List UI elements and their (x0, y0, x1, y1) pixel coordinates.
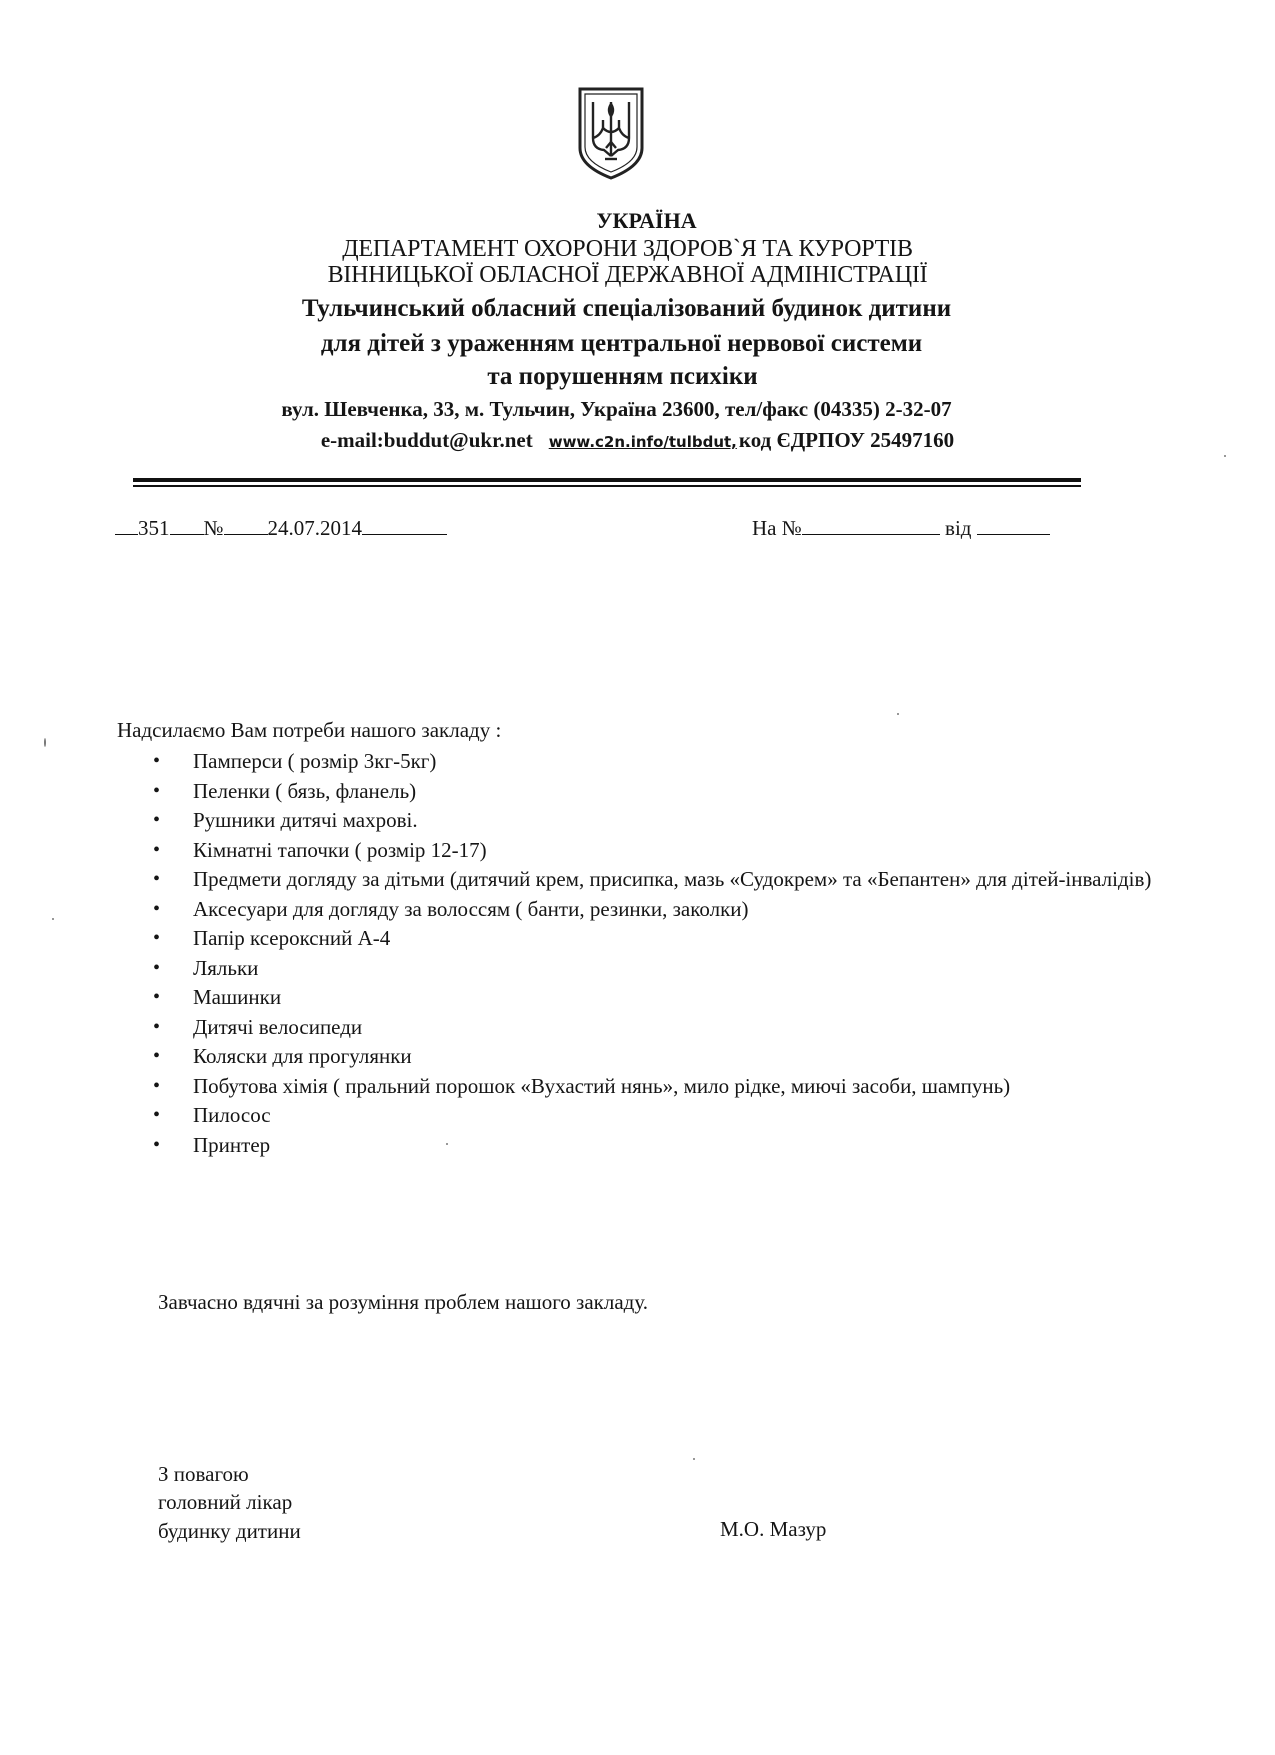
list-item: • Ляльки (140, 954, 1160, 984)
list-item: • Кімнатні тапочки ( розмір 12-17) (140, 836, 1160, 866)
reply-reference (752, 514, 1050, 541)
letterhead-institution-line3: та порушенням психіки (487, 363, 758, 390)
list-item: • Дитячі велосипеди (140, 1013, 1160, 1043)
list-item: • Побутова хімія ( пральний порошок «Вухастий нянь», мило рідке, миючі засоби, шампунь) (140, 1072, 1160, 1102)
list-item: • Принтер (140, 1131, 1160, 1161)
from-label: від (945, 516, 972, 540)
letterhead-contacts (0, 428, 1275, 453)
letterhead-divider-thick (133, 478, 1081, 482)
reply-label: На № (752, 516, 802, 540)
list-item: • Предмети догляду за дітьми (дитячий крем, присипка, мазь «Судокрем» та «Бепантен» для дітей-інвалідів) (140, 865, 1160, 895)
letterhead-divider-thin (133, 485, 1081, 487)
outgoing-reference (115, 514, 447, 541)
scan-speck (44, 738, 46, 747)
list-item: • Пилосос (140, 1101, 1160, 1131)
signature-closing: З повагою (158, 1462, 249, 1486)
letterhead-address: вул. Шевченка, 33, м. Тульчин, Україна 23600, тел/факс (04335) 2-32-07 (281, 397, 952, 421)
signatory-name: М.О. Мазур (720, 1517, 827, 1541)
email-address: e-mail:buddut@ukr.net (320, 428, 533, 452)
letterhead-institution-line1: Тульчинський обласний спеціалізований будинок дитини (301, 295, 952, 322)
letterhead-department-line2: ВІННИЦЬКОЇ ОБЛАСНОЇ ДЕРЖАВНОЇ АДМІНІСТРАЦІЇ (327, 262, 928, 288)
list-item: • Коляски для прогулянки (140, 1042, 1160, 1072)
scan-speck (897, 713, 899, 715)
letterhead-country: УКРАЇНА (596, 208, 697, 233)
letterhead-institution-line2: для дітей з ураженням центральної нервової системи (320, 330, 923, 357)
edrpou-code: код ЄДРПОУ 25497160 (738, 428, 955, 452)
list-item: • Машинки (140, 983, 1160, 1013)
scan-speck (693, 1458, 695, 1460)
list-item: • Папір ксероксний А-4 (140, 924, 1160, 954)
scan-speck (1224, 455, 1226, 457)
website-link[interactable]: www.c2n.info/tulbdut, (548, 433, 737, 451)
scan-speck (52, 918, 54, 920)
letter-intro: Надсилаємо Вам потреби нашого закладу : (117, 718, 502, 742)
list-item: • Памперси ( розмір 3кг-5кг) (140, 747, 1160, 777)
list-item: • Рушники дитячі махрові. (140, 806, 1160, 836)
scan-speck (446, 1143, 448, 1145)
outgoing-number: 351 (138, 516, 170, 540)
list-item: • Аксесуари для догляду за волоссям ( банти, резинки, заколки) (140, 895, 1160, 925)
letterhead-department-line1: ДЕПАРТАМЕНТ ОХОРОНИ ЗДОРОВ`Я ТА КУРОРТІВ (342, 236, 913, 262)
trident-emblem-icon (576, 86, 646, 181)
signature-position-line2: будинку дитини (158, 1519, 301, 1543)
signature-position-line1: головний лікар (158, 1490, 293, 1514)
letter-thanks: Завчасно вдячні за розуміння проблем нашого закладу. (158, 1290, 648, 1314)
number-sign: № (203, 516, 224, 540)
letter-date: 24.07.2014 (267, 516, 363, 540)
list-item: • Пеленки ( бязь, фланель) (140, 777, 1160, 807)
needs-list (140, 747, 1160, 1160)
